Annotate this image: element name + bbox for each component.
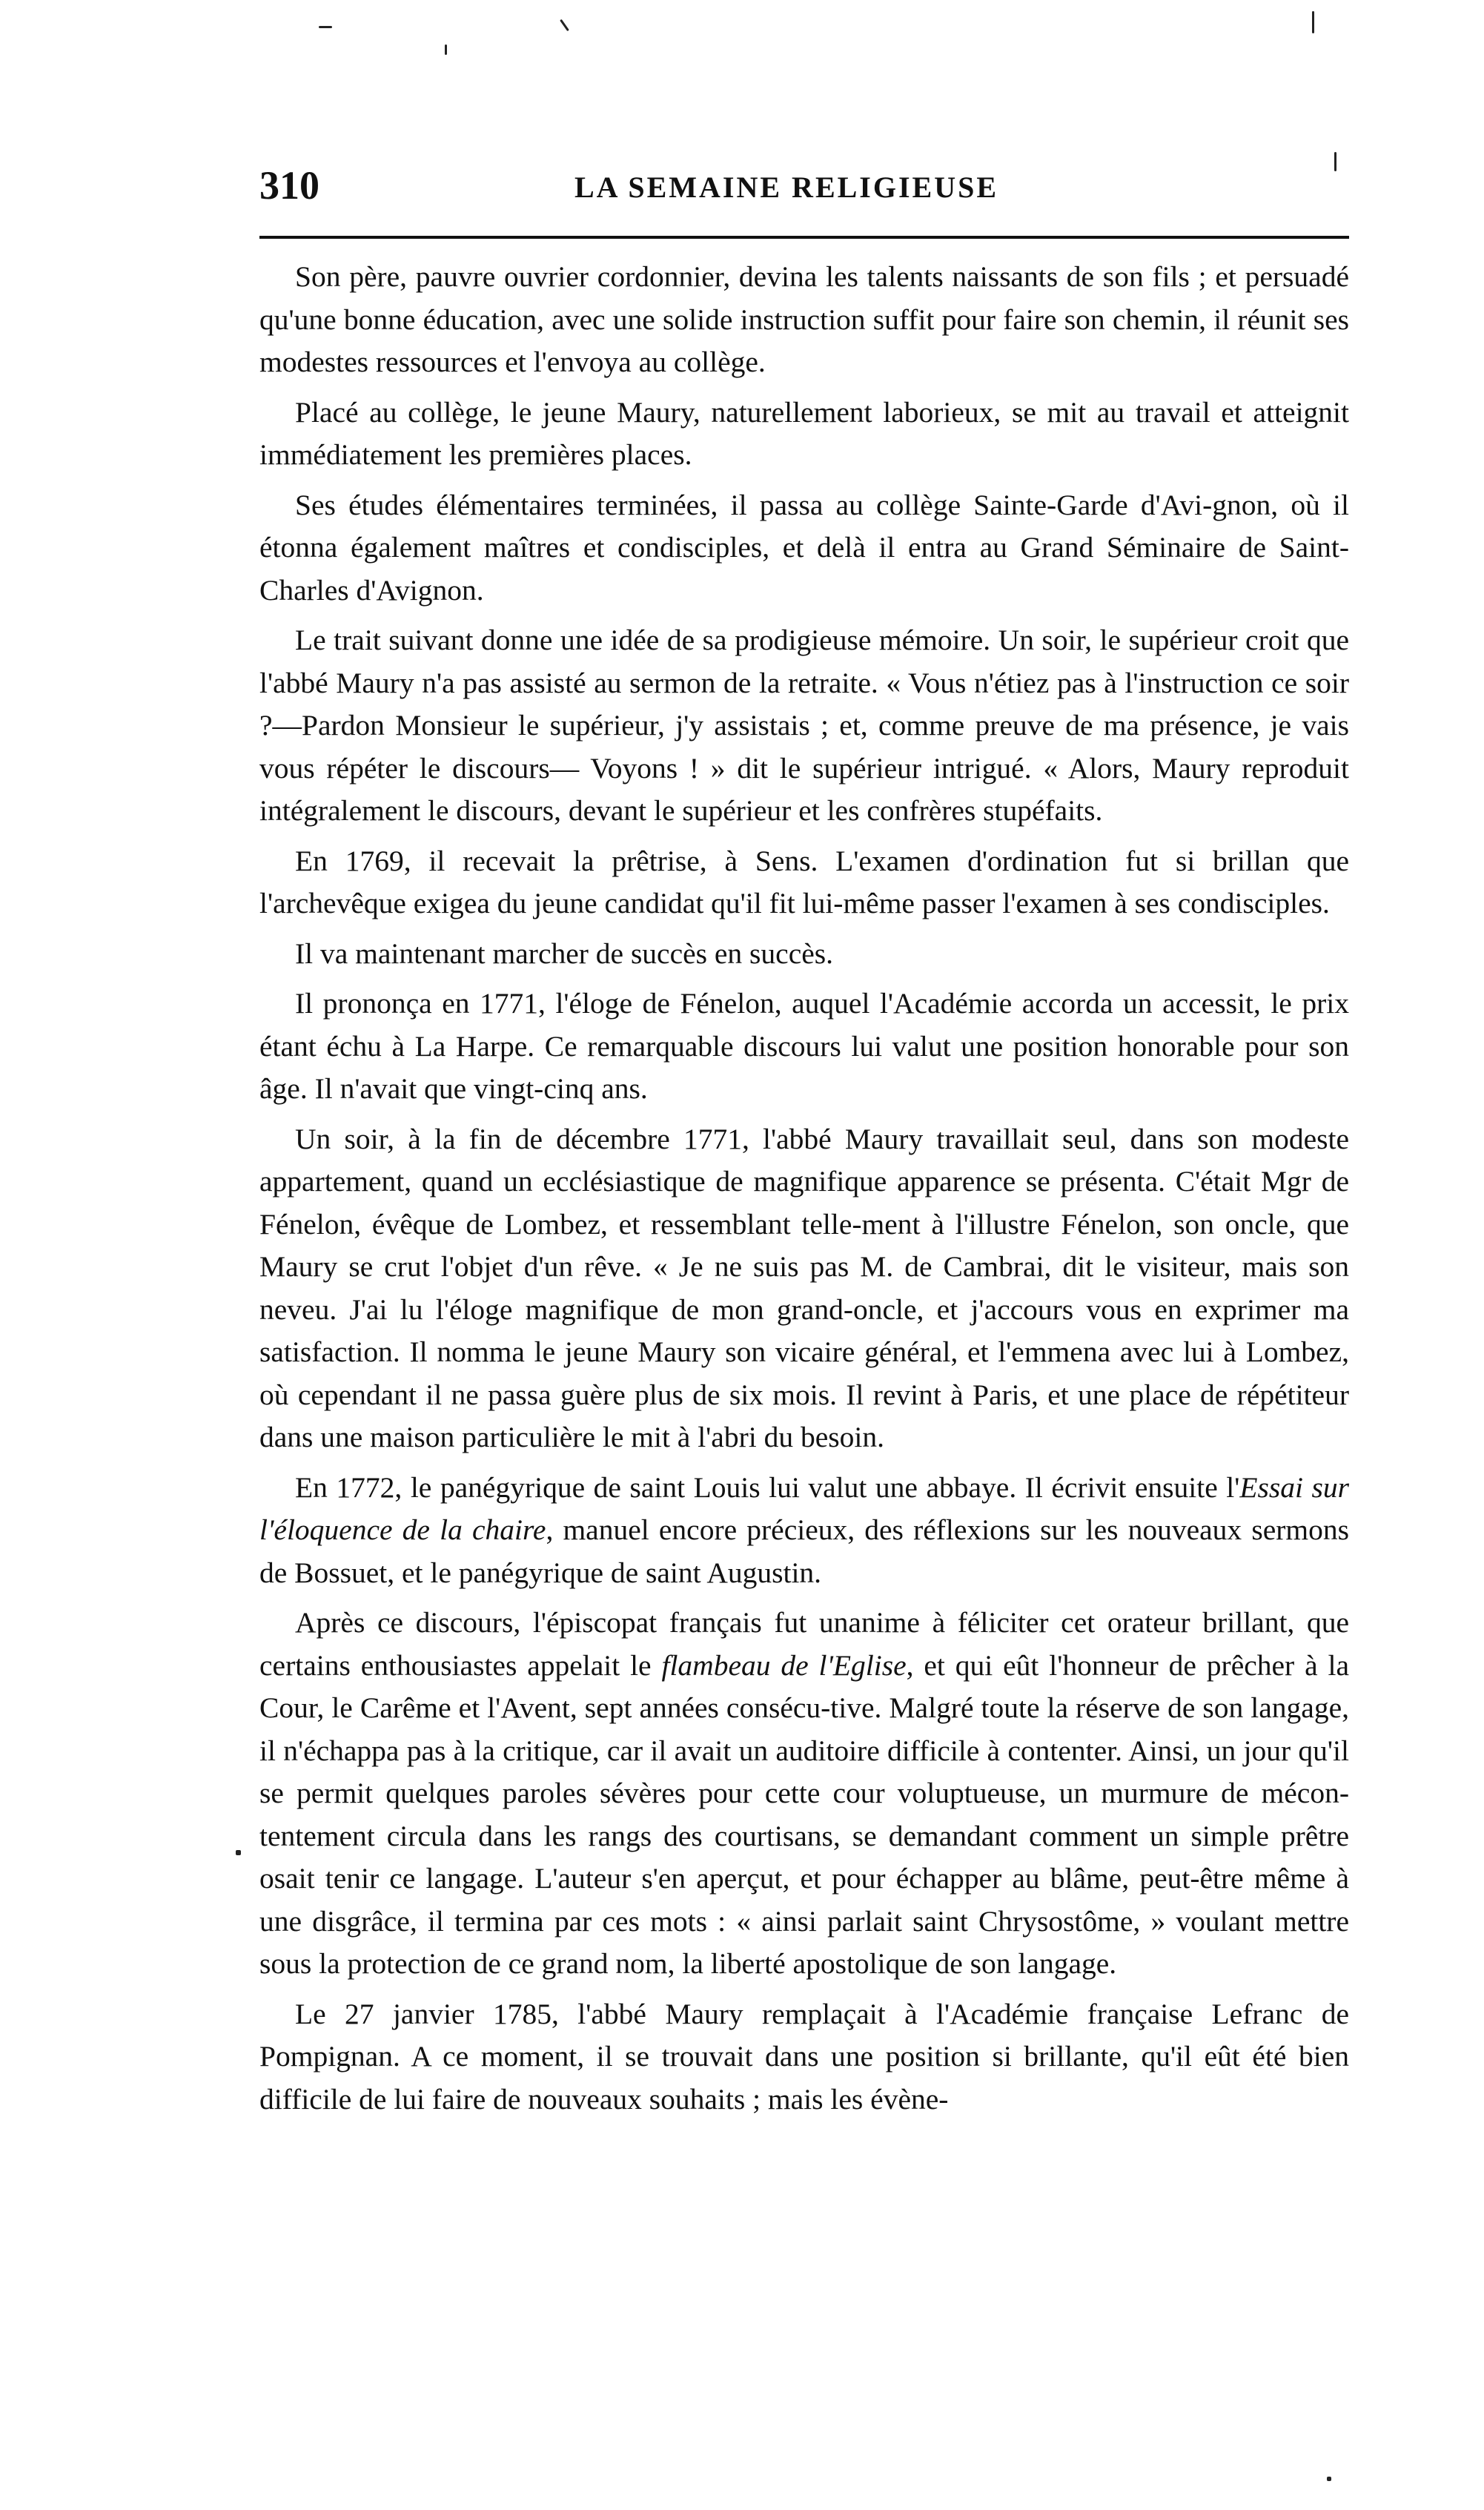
paragraph-text: , et qui eût l'honneur de prêcher à la Cour, le Carême et l'Avent, sept années consécu-tive. Malgré toute la réserve de son langage, il n'échappa pas à la critique, car il avait un auditoire difficile à contenter. Ainsi, un jour qu'il se permit quelques paroles sévères pour cette cour voluptueuse, un murmure de mécon-tentement circula dans les rangs des courtisans, se demandant comment un simple prêtre osait tenir ce langage. L'auteur s'en aperçut, et pour échapper au blâme, peut-être même à une disgrâce, il termina par ces mots : « ainsi parlait saint Chrysostôme, » voulant mettre sous la protection de ce grand nom, la liberté apostolique de son langage. [259,1648,1349,1980]
paragraph: Ses études élémentaires terminées, il passa au collège Sainte-Garde d'Avi-gnon, où il étonna également maîtres et condisciples, et delà il entra au Grand Séminaire de Saint-Charles d'Avignon. [259,488,1349,607]
scan-speck [445,44,447,55]
header-rule [259,236,1349,239]
paragraph [259,1602,1349,1986]
paragraph-text: En 1772, le panégyrique de saint Louis lui valut une abbaye. Il écrivit ensuite l' [295,1470,1240,1504]
scan-speck [1312,11,1314,33]
scan-speck [1334,152,1336,171]
page-number: 310 [259,163,319,208]
paragraph: Il prononça en 1771, l'éloge de Fénelon, auquel l'Académie accorda un accessit, le prix étant échu à La Harpe. Ce remarquable discours lui valut une position honorable pour son âge. Il n'avait que vingt-cinq ans. [259,987,1349,1105]
scan-speck [236,1850,241,1855]
book-title: Essai sur l'éloquence de la chaire [259,1470,1349,1546]
italic-phrase: flambeau de l'Eglise [661,1648,907,1682]
paragraph: Le 27 janvier 1785, l'abbé Maury remplaçait à l'Académie française Lefranc de Pompignan. A ce moment, il se trouvait dans une position si brillante, qu'il eût été bien difficile de lui faire de nouveaux souhaits ; mais les évène- [259,1997,1349,2116]
running-head: LA SEMAINE RELIGIEUSE [574,171,999,204]
paragraph-text: , manuel encore précieux, des réflexions sur les nouveaux sermons de Bossuet, et le panégyrique de saint Augustin. [259,1513,1349,1589]
paragraph: Le trait suivant donne une idée de sa prodigieuse mémoire. Un soir, le supérieur croit que l'abbé Maury n'a pas assisté au sermon de la retraite. « Vous n'étiez pas à l'instruction ce soir ?—Pardon Monsieur le supérieur, j'y assistais ; et, comme preuve de ma présence, je vais vous répéter le discours— Voyons ! » dit le supérieur intrigué. « Alors, Maury reproduit intégralement le discours, devant le supérieur et les confrères stupéfaits. [259,624,1349,827]
scan-speck [319,26,332,28]
paragraph: En 1769, il recevait la prêtrise, à Sens. L'examen d'ordination fut si brillan que l'archevêque exigea du jeune candidat qu'il fit lui-même passer l'examen à ses condisciples. [259,844,1349,919]
paragraph [259,1467,1349,1595]
body-text [259,256,1349,2128]
page-header [259,163,1371,208]
paragraph: Son père, pauvre ouvrier cordonnier, devina les talents naissants de son fils ; et persuadé qu'une bonne éducation, avec une solide instruction suffit pour faire son chemin, il réunit ses modestes ressources et l'envoya au collège. [259,260,1349,378]
paragraph: Il va maintenant marcher de succès en succès. [295,937,834,970]
paragraph-text: Après ce discours, l'épiscopat français fut unanime à féliciter cet orateur brillant, que certains enthousiastes appelait le [259,1606,1349,1682]
paragraph: Placé au collège, le jeune Maury, naturellement laborieux, se mit au travail et atteignit immédiatement les premières places. [259,395,1349,471]
paragraph: Un soir, à la fin de décembre 1771, l'abbé Maury travaillait seul, dans son modeste appartement, quand un ecclésiastique de magnifique apparence se présenta. C'était Mgr de Fénelon, évêque de Lombez, et ressemblant telle-ment à l'illustre Fénelon, son oncle, que Maury se crut l'objet d'un rêve. « Je ne suis pas M. de Cambrai, dit le visiteur, mais son neveu. J'ai lu l'éloge magnifique de mon grand-oncle, et j'accours vous en exprimer ma satisfaction. Il nomma le jeune Maury son vicaire général, et l'emmena avec lui à Lombez, où cependant il ne passa guère plus de six mois. Il revint à Paris, et une place de répétiteur dans une maison particulière le mit à l'abri du besoin. [259,1122,1349,1453]
scan-speck [560,19,569,31]
scan-speck [1327,2477,1331,2481]
